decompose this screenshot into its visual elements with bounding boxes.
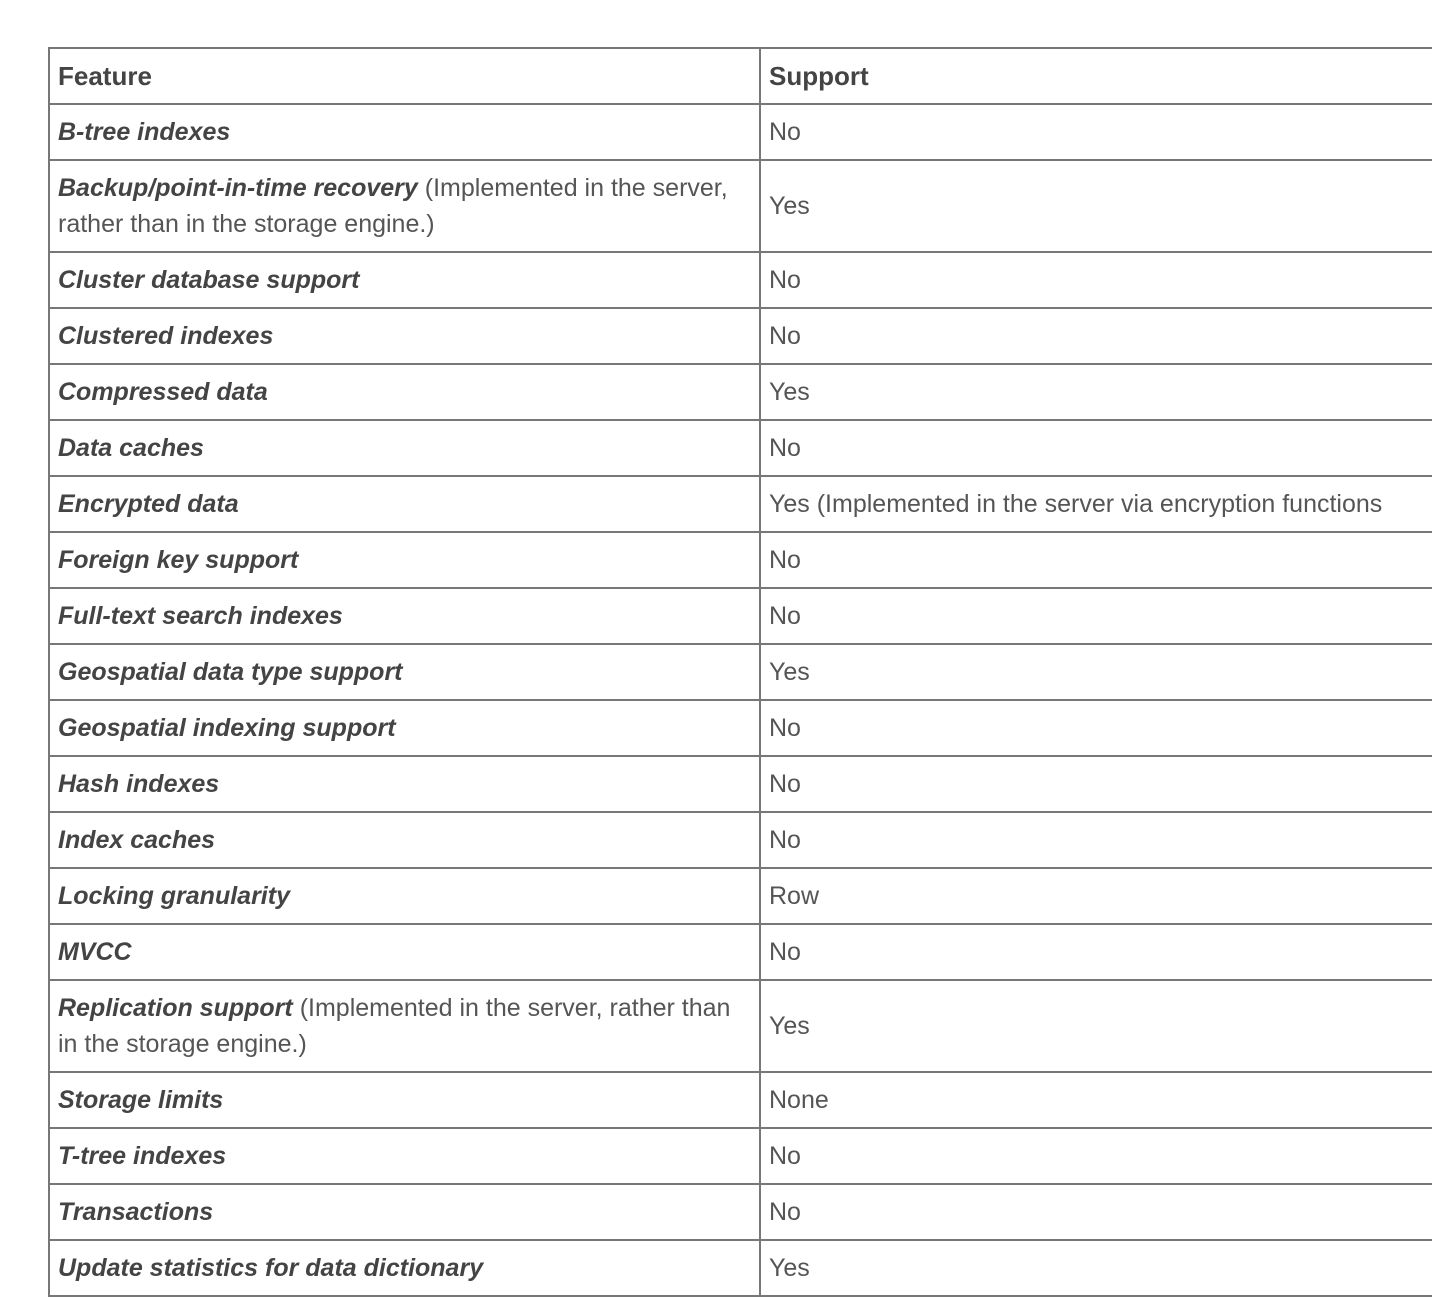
table-row — [49, 364, 1432, 420]
feature-note: (Implemented in the server, rather than in the storage engine.) — [58, 994, 731, 1058]
support-value: No — [760, 1184, 1432, 1240]
support-value: No — [760, 812, 1432, 868]
support-value: No — [760, 756, 1432, 812]
table-row — [49, 252, 1432, 308]
feature-cell — [49, 476, 760, 532]
feature-cell — [49, 700, 760, 756]
feature-name: Clustered indexes — [58, 322, 274, 350]
support-value: No — [760, 1128, 1432, 1184]
feature-name: Cluster database support — [58, 266, 360, 294]
feature-cell — [49, 1072, 760, 1128]
feature-name: Storage limits — [58, 1086, 224, 1114]
header-support: Support — [760, 48, 1432, 104]
support-value: Yes — [760, 980, 1432, 1072]
feature-cell — [49, 644, 760, 700]
support-value: No — [760, 532, 1432, 588]
feature-name: MVCC — [58, 938, 132, 966]
feature-name: Geospatial data type support — [58, 658, 403, 686]
feature-cell — [49, 868, 760, 924]
table-row — [49, 532, 1432, 588]
feature-cell — [49, 756, 760, 812]
feature-name: Replication support — [58, 994, 293, 1022]
feature-name: Transactions — [58, 1198, 214, 1226]
table-row — [49, 1128, 1432, 1184]
feature-cell — [49, 1240, 760, 1296]
table-row — [49, 1184, 1432, 1240]
feature-cell — [49, 812, 760, 868]
table-row — [49, 1072, 1432, 1128]
feature-name: Hash indexes — [58, 770, 220, 798]
feature-name: Compressed data — [58, 378, 268, 406]
support-value: No — [760, 308, 1432, 364]
feature-name: Foreign key support — [58, 546, 299, 574]
header-feature: Feature — [49, 48, 760, 104]
feature-name: Encrypted data — [58, 490, 239, 518]
table-row — [49, 924, 1432, 980]
feature-name: Full-text search indexes — [58, 602, 343, 630]
feature-cell — [49, 1184, 760, 1240]
feature-cell — [49, 364, 760, 420]
feature-name: Locking granularity — [58, 882, 290, 910]
support-value: Yes (Implemented in the server via encryption functions — [760, 476, 1432, 532]
support-value: No — [760, 104, 1432, 160]
table-row — [49, 644, 1432, 700]
support-value: No — [760, 700, 1432, 756]
feature-name: Update statistics for data dictionary — [58, 1254, 484, 1282]
table-row — [49, 700, 1432, 756]
support-value: Row — [760, 868, 1432, 924]
table-row — [49, 420, 1432, 476]
table-header-row — [49, 48, 1432, 104]
feature-name: T-tree indexes — [58, 1142, 227, 1170]
table-row — [49, 812, 1432, 868]
support-value: Yes — [760, 364, 1432, 420]
feature-cell — [49, 1128, 760, 1184]
feature-support-table-container — [48, 47, 1432, 1297]
feature-cell — [49, 420, 760, 476]
feature-cell — [49, 980, 760, 1072]
table-row — [49, 308, 1432, 364]
table-row — [49, 160, 1432, 252]
support-value: No — [760, 420, 1432, 476]
feature-name: B-tree indexes — [58, 118, 231, 146]
support-value: Yes — [760, 160, 1432, 252]
support-value: No — [760, 252, 1432, 308]
feature-cell — [49, 160, 760, 252]
feature-cell — [49, 532, 760, 588]
feature-cell — [49, 924, 760, 980]
table-row — [49, 756, 1432, 812]
feature-name: Data caches — [58, 434, 204, 462]
feature-cell — [49, 252, 760, 308]
table-row — [49, 1240, 1432, 1296]
table-row — [49, 868, 1432, 924]
support-value: No — [760, 924, 1432, 980]
table-row — [49, 980, 1432, 1072]
feature-name: Geospatial indexing support — [58, 714, 396, 742]
feature-support-table — [48, 47, 1432, 1297]
support-value: None — [760, 1072, 1432, 1128]
table-row — [49, 104, 1432, 160]
feature-cell — [49, 308, 760, 364]
feature-note: (Implemented in the server, rather than in the storage engine.) — [58, 174, 728, 238]
table-row — [49, 476, 1432, 532]
support-value: No — [760, 588, 1432, 644]
support-value: Yes — [760, 644, 1432, 700]
feature-cell — [49, 104, 760, 160]
feature-name: Backup/point-in-time recovery — [58, 174, 418, 202]
table-row — [49, 588, 1432, 644]
support-value: Yes — [760, 1240, 1432, 1296]
feature-cell — [49, 588, 760, 644]
feature-name: Index caches — [58, 826, 216, 854]
